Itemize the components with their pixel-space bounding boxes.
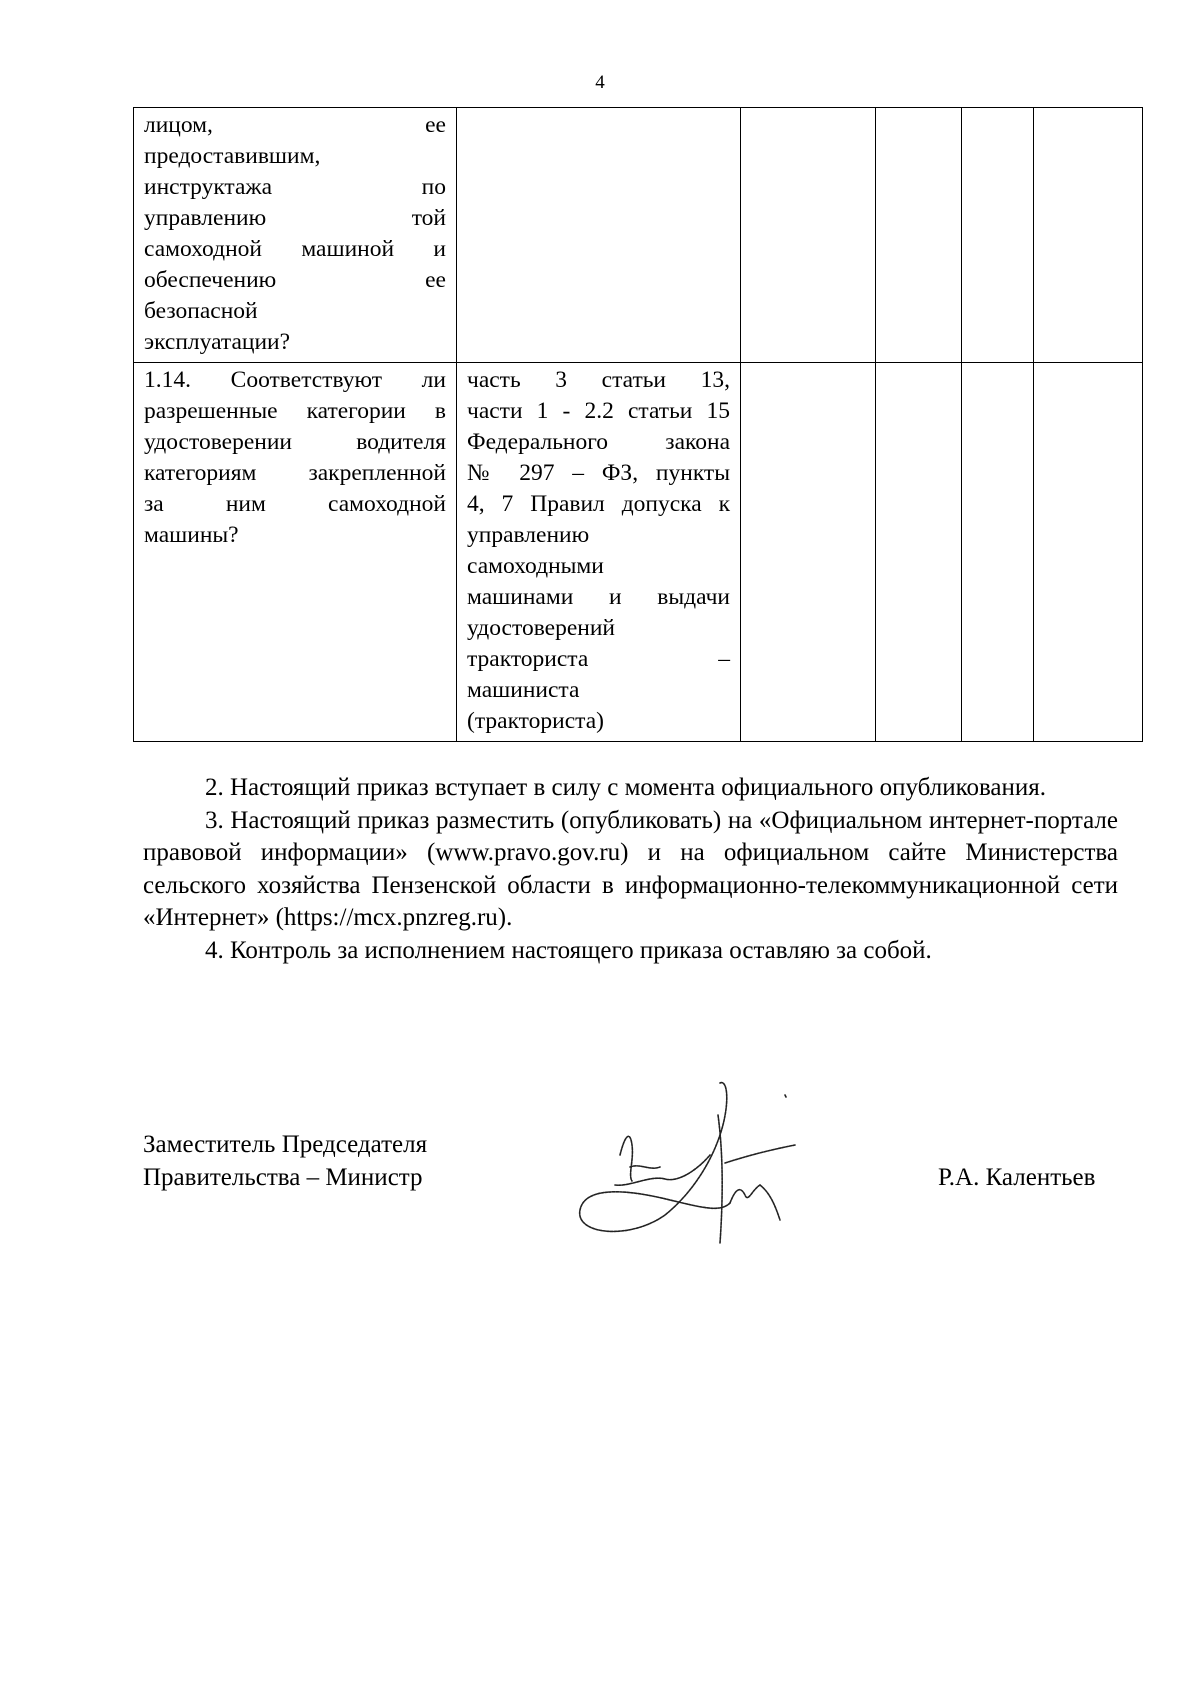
question-line: 1.14. Соответствуют ли bbox=[144, 367, 446, 393]
question-line: управлению той bbox=[144, 205, 446, 231]
answer-cell bbox=[741, 363, 876, 742]
table-row bbox=[134, 363, 1143, 742]
table-row bbox=[134, 108, 1143, 363]
question-line: за ним самоходной bbox=[144, 491, 446, 517]
position-line: Заместитель Председателя bbox=[143, 1131, 428, 1158]
reference-line: самоходными bbox=[467, 553, 604, 579]
paragraph-4: 4. Контроль за исполнением настоящего приказа оставляю за собой. bbox=[205, 936, 932, 964]
reference-line: машиниста bbox=[467, 677, 580, 703]
question-line: безопасной bbox=[144, 298, 258, 324]
order-paragraphs bbox=[143, 772, 1118, 967]
signatory-name: Р.А. Калентьев bbox=[938, 1164, 1096, 1191]
question-line: инструктажа по bbox=[144, 174, 446, 200]
reference-line: № 297 – ФЗ, пункты bbox=[467, 460, 730, 486]
position-line: Правительства – Министр bbox=[143, 1164, 423, 1191]
question-line: разрешенные категории в bbox=[144, 398, 446, 424]
checklist-table bbox=[133, 107, 1143, 742]
reference-line: части 1 - 2.2 статьи 15 bbox=[467, 398, 730, 424]
reference-line: машинами и выдачи bbox=[467, 584, 730, 610]
answer-cell bbox=[876, 363, 962, 742]
question-line: эксплуатации? bbox=[144, 329, 291, 355]
paragraph-3: 3. Настоящий приказ разместить (опубликовать) на «Официальном интернет-портале правовой информации» (www.pravo.gov.ru) и на официальном сайте Министерства сельского хозяйства Пензенской области в информационно-телекоммуникационной сети «Интернет» (https://mcx.pnzreg.ru). bbox=[143, 806, 1118, 931]
answer-cell bbox=[962, 363, 1034, 742]
reference-line: тракториста – bbox=[467, 646, 730, 672]
question-line: обеспечению ее bbox=[144, 267, 446, 293]
reference-line: 4, 7 Правил допуска к bbox=[467, 491, 730, 517]
reference-cell bbox=[457, 363, 741, 742]
question-line: самоходной машиной и bbox=[144, 236, 446, 262]
question-line: удостоверении водителя bbox=[144, 429, 446, 455]
reference-line: Федерального закона bbox=[467, 429, 730, 455]
reference-cell bbox=[457, 108, 741, 363]
answer-cell bbox=[1034, 363, 1143, 742]
reference-line: удостоверений bbox=[467, 615, 615, 641]
handwritten-signature bbox=[570, 1075, 820, 1250]
answer-cell bbox=[962, 108, 1034, 363]
reference-line: часть 3 статьи 13, bbox=[467, 367, 730, 393]
question-line: машины? bbox=[144, 522, 239, 548]
answer-cell bbox=[1034, 108, 1143, 363]
question-line: категориям закрепленной bbox=[144, 460, 446, 486]
reference-line: (тракториста) bbox=[467, 708, 604, 734]
page-number: 4 bbox=[595, 72, 605, 93]
signatory-position bbox=[143, 1128, 427, 1194]
paragraph-2: 2. Настоящий приказ вступает в силу с момента официального опубликования. bbox=[205, 774, 1047, 801]
question-line: лицом, ее bbox=[144, 112, 446, 138]
answer-cell bbox=[741, 108, 876, 363]
answer-cell bbox=[876, 108, 962, 363]
question-cell bbox=[134, 363, 457, 742]
question-cell bbox=[134, 108, 457, 363]
question-line: предоставившим, bbox=[144, 143, 321, 169]
reference-line: управлению bbox=[467, 522, 590, 548]
